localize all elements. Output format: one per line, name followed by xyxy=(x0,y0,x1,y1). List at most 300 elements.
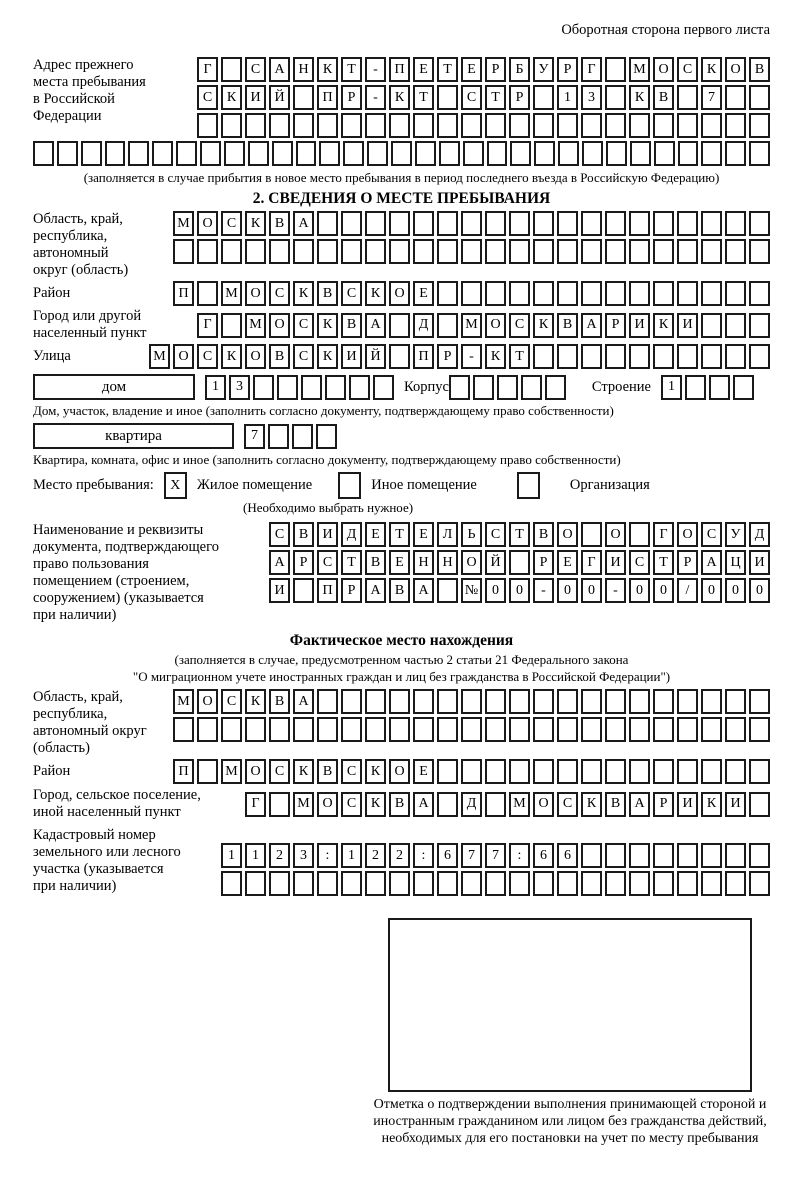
char-cell[interactable] xyxy=(701,843,722,868)
char-cell[interactable]: С xyxy=(629,550,650,575)
char-cell[interactable]: К xyxy=(317,344,338,369)
char-cell[interactable] xyxy=(365,239,386,264)
char-cell[interactable]: П xyxy=(413,344,434,369)
char-cell[interactable]: У xyxy=(725,522,746,547)
char-cell[interactable] xyxy=(677,239,698,264)
char-cell[interactable] xyxy=(701,239,722,264)
char-cell[interactable] xyxy=(605,689,626,714)
char-cell[interactable] xyxy=(373,375,394,400)
char-cell[interactable]: К xyxy=(221,344,242,369)
char-cell[interactable]: О xyxy=(653,57,674,82)
char-cell[interactable]: В xyxy=(269,344,290,369)
char-cell[interactable] xyxy=(557,759,578,784)
char-cell[interactable]: К xyxy=(245,689,266,714)
char-cell[interactable]: Й xyxy=(485,550,506,575)
char-cell[interactable]: Г xyxy=(197,57,218,82)
char-cell[interactable] xyxy=(197,717,218,742)
char-cell[interactable]: И xyxy=(725,792,746,817)
char-cell[interactable] xyxy=(367,141,388,166)
char-cell[interactable] xyxy=(653,717,674,742)
char-cell[interactable]: М xyxy=(293,792,314,817)
char-cell[interactable]: О xyxy=(557,522,578,547)
char-cell[interactable]: С xyxy=(461,85,482,110)
char-cell[interactable] xyxy=(605,239,626,264)
char-cell[interactable]: Р xyxy=(677,550,698,575)
char-cell[interactable] xyxy=(677,281,698,306)
char-cell[interactable] xyxy=(485,239,506,264)
char-cell[interactable]: Е xyxy=(461,57,482,82)
char-cell[interactable]: А xyxy=(581,313,602,338)
char-cell[interactable] xyxy=(389,689,410,714)
char-cell[interactable]: С xyxy=(341,759,362,784)
char-cell[interactable]: 0 xyxy=(557,578,578,603)
char-cell[interactable]: Д xyxy=(413,313,434,338)
char-cell[interactable] xyxy=(293,85,314,110)
char-cell[interactable]: С xyxy=(221,689,242,714)
char-cell[interactable] xyxy=(343,141,364,166)
char-cell[interactable]: И xyxy=(317,522,338,547)
char-cell[interactable] xyxy=(701,141,722,166)
char-cell[interactable] xyxy=(485,281,506,306)
char-cell[interactable]: - xyxy=(605,578,626,603)
char-cell[interactable] xyxy=(437,85,458,110)
char-cell[interactable] xyxy=(413,689,434,714)
char-cell[interactable] xyxy=(605,281,626,306)
char-cell[interactable] xyxy=(582,141,603,166)
char-cell[interactable]: О xyxy=(245,759,266,784)
char-cell[interactable] xyxy=(557,689,578,714)
char-cell[interactable] xyxy=(749,85,770,110)
char-cell[interactable]: О xyxy=(389,281,410,306)
char-cell[interactable] xyxy=(437,792,458,817)
char-cell[interactable] xyxy=(173,239,194,264)
char-cell[interactable]: С xyxy=(293,313,314,338)
char-cell[interactable] xyxy=(749,843,770,868)
char-cell[interactable]: Т xyxy=(509,344,530,369)
char-cell[interactable]: М xyxy=(221,281,242,306)
char-cell[interactable] xyxy=(365,211,386,236)
char-cell[interactable]: К xyxy=(533,313,554,338)
char-cell[interactable]: Р xyxy=(485,57,506,82)
char-cell[interactable] xyxy=(497,375,518,400)
char-cell[interactable]: 6 xyxy=(437,843,458,868)
char-cell[interactable] xyxy=(173,717,194,742)
char-cell[interactable]: 0 xyxy=(629,578,650,603)
char-cell[interactable]: Р xyxy=(509,85,530,110)
char-cell[interactable] xyxy=(677,211,698,236)
char-cell[interactable]: Д xyxy=(461,792,482,817)
char-cell[interactable]: А xyxy=(413,792,434,817)
char-cell[interactable]: 0 xyxy=(485,578,506,603)
char-cell[interactable]: А xyxy=(365,313,386,338)
char-cell[interactable] xyxy=(461,211,482,236)
char-cell[interactable]: Р xyxy=(605,313,626,338)
char-cell[interactable]: 0 xyxy=(725,578,746,603)
char-cell[interactable] xyxy=(653,211,674,236)
char-cell[interactable] xyxy=(105,141,126,166)
char-cell[interactable] xyxy=(224,141,245,166)
char-cell[interactable] xyxy=(245,113,266,138)
char-cell[interactable]: Р xyxy=(533,550,554,575)
char-cell[interactable]: П xyxy=(317,578,338,603)
char-cell[interactable] xyxy=(725,141,746,166)
char-cell[interactable] xyxy=(221,717,242,742)
char-cell[interactable] xyxy=(749,239,770,264)
char-cell[interactable]: Н xyxy=(413,550,434,575)
char-cell[interactable]: Н xyxy=(293,57,314,82)
char-cell[interactable] xyxy=(293,578,314,603)
char-cell[interactable] xyxy=(437,717,458,742)
char-cell[interactable] xyxy=(629,843,650,868)
char-cell[interactable] xyxy=(653,239,674,264)
char-cell[interactable]: С xyxy=(269,281,290,306)
char-cell[interactable] xyxy=(557,344,578,369)
char-cell[interactable]: В xyxy=(269,689,290,714)
checkbox-org[interactable] xyxy=(517,472,540,499)
char-cell[interactable]: 1 xyxy=(221,843,242,868)
char-cell[interactable]: Г xyxy=(581,57,602,82)
char-cell[interactable] xyxy=(389,344,410,369)
char-cell[interactable]: Е xyxy=(413,281,434,306)
char-cell[interactable] xyxy=(413,239,434,264)
char-cell[interactable]: А xyxy=(629,792,650,817)
char-cell[interactable] xyxy=(629,759,650,784)
char-cell[interactable] xyxy=(581,211,602,236)
char-cell[interactable] xyxy=(709,375,730,400)
char-cell[interactable]: К xyxy=(365,759,386,784)
char-cell[interactable]: С xyxy=(341,792,362,817)
char-cell[interactable] xyxy=(581,344,602,369)
char-cell[interactable] xyxy=(317,717,338,742)
char-cell[interactable] xyxy=(725,759,746,784)
char-cell[interactable]: В xyxy=(749,57,770,82)
char-cell[interactable] xyxy=(677,717,698,742)
char-cell[interactable] xyxy=(415,141,436,166)
char-cell[interactable] xyxy=(725,281,746,306)
char-cell[interactable]: С xyxy=(197,85,218,110)
char-cell[interactable] xyxy=(317,113,338,138)
char-cell[interactable] xyxy=(733,375,754,400)
char-cell[interactable]: П xyxy=(389,57,410,82)
char-cell[interactable] xyxy=(317,239,338,264)
char-cell[interactable] xyxy=(473,375,494,400)
char-cell[interactable] xyxy=(557,871,578,896)
char-cell[interactable]: 0 xyxy=(653,578,674,603)
char-cell[interactable]: А xyxy=(269,550,290,575)
char-cell[interactable] xyxy=(557,281,578,306)
char-cell[interactable]: О xyxy=(485,313,506,338)
char-cell[interactable] xyxy=(725,689,746,714)
char-cell[interactable]: И xyxy=(605,550,626,575)
char-cell[interactable] xyxy=(389,717,410,742)
char-cell[interactable] xyxy=(725,211,746,236)
char-cell[interactable] xyxy=(629,689,650,714)
char-cell[interactable] xyxy=(701,281,722,306)
char-cell[interactable] xyxy=(461,689,482,714)
char-cell[interactable] xyxy=(677,113,698,138)
char-cell[interactable] xyxy=(677,759,698,784)
char-cell[interactable] xyxy=(485,689,506,714)
char-cell[interactable]: О xyxy=(533,792,554,817)
char-cell[interactable] xyxy=(197,239,218,264)
char-cell[interactable] xyxy=(533,281,554,306)
char-cell[interactable]: К xyxy=(317,313,338,338)
char-cell[interactable]: С xyxy=(317,550,338,575)
char-cell[interactable] xyxy=(341,239,362,264)
char-cell[interactable] xyxy=(437,689,458,714)
char-cell[interactable]: 1 xyxy=(205,375,226,400)
char-cell[interactable]: В xyxy=(533,522,554,547)
char-cell[interactable] xyxy=(437,759,458,784)
char-cell[interactable] xyxy=(605,85,626,110)
char-cell[interactable]: 0 xyxy=(581,578,602,603)
char-cell[interactable] xyxy=(581,239,602,264)
char-cell[interactable]: К xyxy=(293,759,314,784)
char-cell[interactable] xyxy=(653,871,674,896)
char-cell[interactable]: 1 xyxy=(557,85,578,110)
char-cell[interactable] xyxy=(533,717,554,742)
char-cell[interactable]: О xyxy=(461,550,482,575)
char-cell[interactable] xyxy=(437,871,458,896)
char-cell[interactable] xyxy=(749,313,770,338)
char-cell[interactable] xyxy=(533,85,554,110)
char-cell[interactable] xyxy=(319,141,340,166)
char-cell[interactable] xyxy=(533,759,554,784)
char-cell[interactable] xyxy=(653,689,674,714)
char-cell[interactable]: В xyxy=(389,792,410,817)
char-cell[interactable] xyxy=(557,211,578,236)
char-cell[interactable] xyxy=(533,239,554,264)
char-cell[interactable] xyxy=(221,239,242,264)
char-cell[interactable] xyxy=(301,375,322,400)
char-cell[interactable] xyxy=(677,843,698,868)
char-cell[interactable] xyxy=(413,113,434,138)
char-cell[interactable] xyxy=(437,281,458,306)
char-cell[interactable] xyxy=(269,792,290,817)
char-cell[interactable] xyxy=(533,344,554,369)
char-cell[interactable]: И xyxy=(269,578,290,603)
char-cell[interactable]: Г xyxy=(197,313,218,338)
char-cell[interactable]: С xyxy=(341,281,362,306)
char-cell[interactable]: / xyxy=(677,578,698,603)
char-cell[interactable] xyxy=(677,344,698,369)
char-cell[interactable]: В xyxy=(389,578,410,603)
char-cell[interactable] xyxy=(629,211,650,236)
char-cell[interactable]: М xyxy=(221,759,242,784)
char-cell[interactable] xyxy=(245,871,266,896)
char-cell[interactable] xyxy=(341,871,362,896)
char-cell[interactable] xyxy=(605,717,626,742)
char-cell[interactable]: 2 xyxy=(365,843,386,868)
char-cell[interactable]: И xyxy=(629,313,650,338)
char-cell[interactable] xyxy=(653,344,674,369)
char-cell[interactable]: С xyxy=(293,344,314,369)
char-cell[interactable] xyxy=(197,759,218,784)
char-cell[interactable]: - xyxy=(365,57,386,82)
char-cell[interactable] xyxy=(413,717,434,742)
char-cell[interactable] xyxy=(509,717,530,742)
char-cell[interactable] xyxy=(581,522,602,547)
char-cell[interactable] xyxy=(509,211,530,236)
char-cell[interactable]: 2 xyxy=(269,843,290,868)
char-cell[interactable] xyxy=(605,211,626,236)
char-cell[interactable] xyxy=(221,57,242,82)
char-cell[interactable] xyxy=(292,424,313,449)
char-cell[interactable]: К xyxy=(317,57,338,82)
char-cell[interactable] xyxy=(654,141,675,166)
char-cell[interactable] xyxy=(341,717,362,742)
char-cell[interactable]: - xyxy=(365,85,386,110)
char-cell[interactable]: 7 xyxy=(701,85,722,110)
char-cell[interactable] xyxy=(509,239,530,264)
char-cell[interactable]: К xyxy=(365,792,386,817)
char-cell[interactable] xyxy=(485,717,506,742)
char-cell[interactable] xyxy=(391,141,412,166)
char-cell[interactable]: И xyxy=(341,344,362,369)
char-cell[interactable]: Е xyxy=(413,522,434,547)
char-cell[interactable]: П xyxy=(317,85,338,110)
char-cell[interactable] xyxy=(293,239,314,264)
char-cell[interactable]: Т xyxy=(341,550,362,575)
dom-box[interactable]: дом xyxy=(33,374,195,400)
char-cell[interactable]: С xyxy=(245,57,266,82)
char-cell[interactable] xyxy=(629,344,650,369)
char-cell[interactable]: Т xyxy=(653,550,674,575)
char-cell[interactable] xyxy=(629,871,650,896)
char-cell[interactable]: М xyxy=(149,344,170,369)
char-cell[interactable]: 3 xyxy=(293,843,314,868)
char-cell[interactable]: 7 xyxy=(485,843,506,868)
char-cell[interactable] xyxy=(725,843,746,868)
char-cell[interactable] xyxy=(701,871,722,896)
char-cell[interactable] xyxy=(485,113,506,138)
char-cell[interactable] xyxy=(341,211,362,236)
char-cell[interactable] xyxy=(653,113,674,138)
char-cell[interactable]: Д xyxy=(749,522,770,547)
char-cell[interactable]: С xyxy=(269,759,290,784)
char-cell[interactable]: О xyxy=(269,313,290,338)
char-cell[interactable]: Р xyxy=(437,344,458,369)
char-cell[interactable] xyxy=(485,759,506,784)
char-cell[interactable] xyxy=(268,424,289,449)
char-cell[interactable] xyxy=(630,141,651,166)
char-cell[interactable]: С xyxy=(269,522,290,547)
char-cell[interactable]: 2 xyxy=(389,843,410,868)
char-cell[interactable] xyxy=(749,281,770,306)
char-cell[interactable] xyxy=(389,113,410,138)
char-cell[interactable]: В xyxy=(293,522,314,547)
char-cell[interactable] xyxy=(272,141,293,166)
char-cell[interactable] xyxy=(701,717,722,742)
char-cell[interactable] xyxy=(581,759,602,784)
char-cell[interactable] xyxy=(487,141,508,166)
char-cell[interactable]: : xyxy=(509,843,530,868)
char-cell[interactable] xyxy=(389,211,410,236)
char-cell[interactable]: К xyxy=(629,85,650,110)
char-cell[interactable]: М xyxy=(173,211,194,236)
char-cell[interactable] xyxy=(413,871,434,896)
char-cell[interactable]: 0 xyxy=(509,578,530,603)
char-cell[interactable]: Т xyxy=(389,522,410,547)
char-cell[interactable]: С xyxy=(221,211,242,236)
char-cell[interactable]: 0 xyxy=(749,578,770,603)
char-cell[interactable] xyxy=(533,689,554,714)
char-cell[interactable] xyxy=(725,239,746,264)
char-cell[interactable]: И xyxy=(245,85,266,110)
char-cell[interactable]: О xyxy=(173,344,194,369)
char-cell[interactable] xyxy=(293,871,314,896)
char-cell[interactable]: А xyxy=(269,57,290,82)
char-cell[interactable] xyxy=(461,239,482,264)
char-cell[interactable] xyxy=(605,344,626,369)
char-cell[interactable]: А xyxy=(293,211,314,236)
char-cell[interactable] xyxy=(749,344,770,369)
char-cell[interactable]: Г xyxy=(653,522,674,547)
char-cell[interactable]: О xyxy=(605,522,626,547)
char-cell[interactable]: № xyxy=(461,578,482,603)
char-cell[interactable] xyxy=(57,141,78,166)
char-cell[interactable] xyxy=(725,717,746,742)
char-cell[interactable] xyxy=(245,717,266,742)
char-cell[interactable]: С xyxy=(509,313,530,338)
char-cell[interactable] xyxy=(365,871,386,896)
char-cell[interactable] xyxy=(245,239,266,264)
char-cell[interactable]: А xyxy=(413,578,434,603)
char-cell[interactable] xyxy=(197,281,218,306)
char-cell[interactable] xyxy=(653,281,674,306)
char-cell[interactable]: Е xyxy=(413,57,434,82)
char-cell[interactable] xyxy=(557,113,578,138)
char-cell[interactable] xyxy=(269,239,290,264)
char-cell[interactable] xyxy=(437,578,458,603)
char-cell[interactable]: Ь xyxy=(461,522,482,547)
char-cell[interactable] xyxy=(725,344,746,369)
char-cell[interactable] xyxy=(33,141,54,166)
char-cell[interactable] xyxy=(461,759,482,784)
char-cell[interactable]: Й xyxy=(365,344,386,369)
char-cell[interactable] xyxy=(749,717,770,742)
char-cell[interactable]: И xyxy=(677,313,698,338)
char-cell[interactable] xyxy=(533,211,554,236)
char-cell[interactable] xyxy=(725,871,746,896)
char-cell[interactable] xyxy=(725,85,746,110)
char-cell[interactable] xyxy=(253,375,274,400)
char-cell[interactable] xyxy=(629,281,650,306)
char-cell[interactable] xyxy=(701,689,722,714)
char-cell[interactable] xyxy=(605,759,626,784)
char-cell[interactable]: М xyxy=(461,313,482,338)
char-cell[interactable] xyxy=(439,141,460,166)
char-cell[interactable]: М xyxy=(509,792,530,817)
char-cell[interactable]: К xyxy=(581,792,602,817)
char-cell[interactable] xyxy=(128,141,149,166)
char-cell[interactable] xyxy=(581,843,602,868)
char-cell[interactable] xyxy=(581,689,602,714)
char-cell[interactable] xyxy=(248,141,269,166)
char-cell[interactable] xyxy=(221,113,242,138)
char-cell[interactable]: О xyxy=(197,211,218,236)
char-cell[interactable]: Р xyxy=(341,578,362,603)
char-cell[interactable] xyxy=(341,689,362,714)
char-cell[interactable]: А xyxy=(701,550,722,575)
char-cell[interactable]: С xyxy=(197,344,218,369)
char-cell[interactable]: К xyxy=(221,85,242,110)
char-cell[interactable] xyxy=(293,113,314,138)
char-cell[interactable] xyxy=(749,689,770,714)
char-cell[interactable]: Л xyxy=(437,522,458,547)
char-cell[interactable] xyxy=(509,113,530,138)
char-cell[interactable] xyxy=(629,717,650,742)
